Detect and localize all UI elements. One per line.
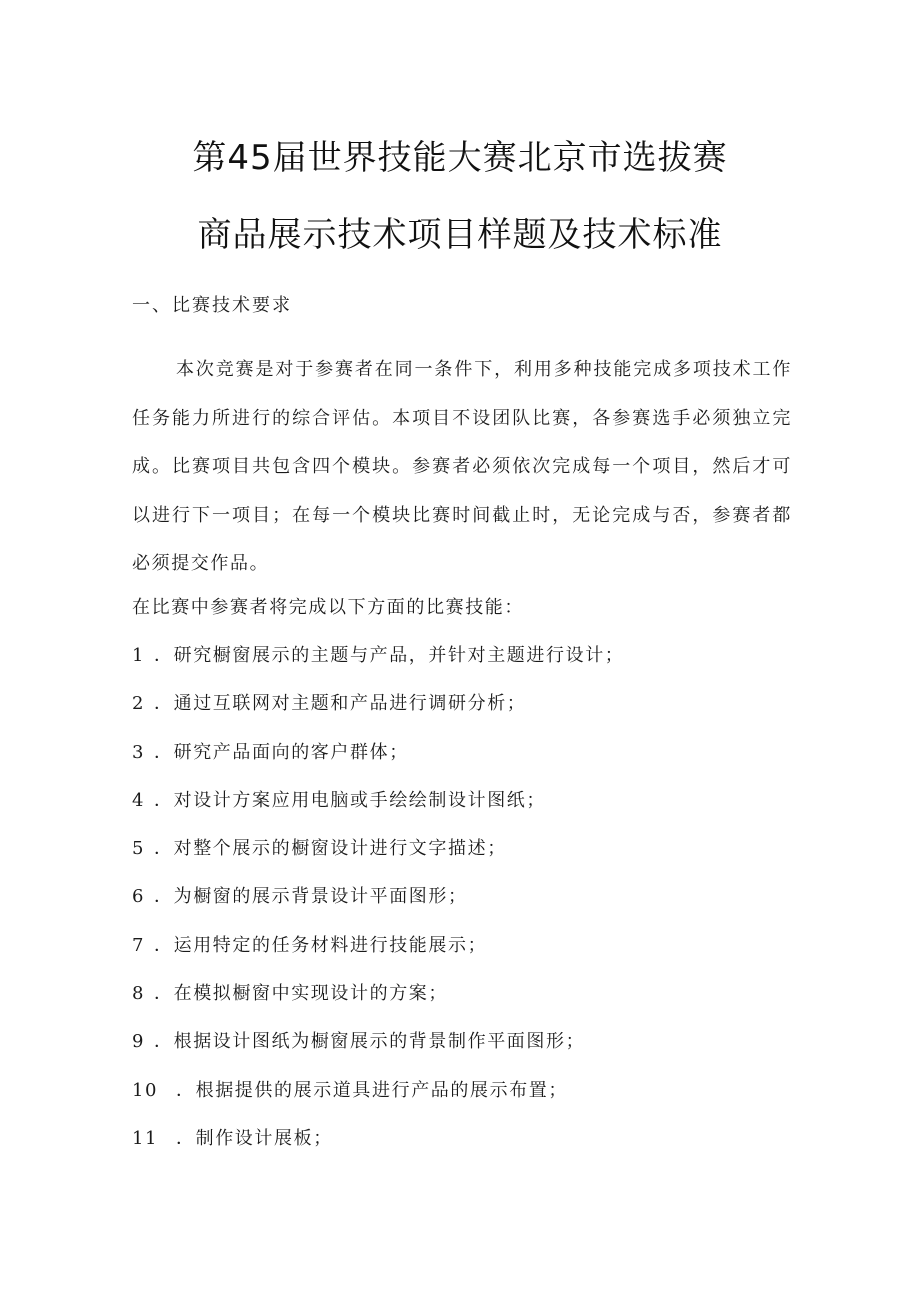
list-item-text: ．在模拟橱窗中实现设计的方案； — [154, 983, 448, 1005]
list-item-number: 1 — [132, 645, 146, 666]
list-item — [132, 931, 624, 979]
list-item — [132, 641, 624, 689]
list-item-number: 3 — [132, 741, 146, 763]
skills-list — [132, 641, 624, 1172]
list-item-number: 8 — [132, 983, 146, 1005]
body-paragraph: 本次竞赛是对于参赛者在同一条件下，利用多种技能完成多项技术工作任务能力所进行的综合评估。本项目不设团队比赛，各参赛选手必须独立完成。比赛项目共包含四个模块。参赛者必须依次完成每一个项目，然后才可以进行下一项目；在每一个模块比赛时间截止时，无论完成与否，参赛者都必须提交作品。 — [132, 359, 792, 574]
list-item-number: 11 — [132, 1127, 159, 1149]
list-item — [132, 979, 624, 1027]
list-item-text: ．研究橱窗展示的主题与产品，并针对主题进行设计； — [154, 645, 625, 666]
list-item-number: 6 — [132, 886, 146, 908]
list-item-text: ．对设计方案应用电脑或手绘绘制设计图纸； — [154, 789, 546, 811]
list-item-number: 2 — [132, 693, 146, 715]
list-item-number: 10 — [132, 1079, 159, 1101]
list-item — [132, 689, 624, 737]
list-item — [132, 738, 624, 786]
list-item-text: ．对整个展示的橱窗设计进行文字描述； — [154, 838, 507, 860]
list-item-text: ．制作设计展板； — [176, 1127, 333, 1149]
list-item — [132, 882, 624, 930]
list-item-text: ．根据提供的展示道具进行产品的展示布置； — [176, 1079, 568, 1101]
list-item — [132, 1124, 624, 1172]
list-item — [132, 1027, 624, 1075]
document-title-line2: 商品展示技术项目样题及技术标准 — [197, 215, 723, 255]
document-title-line1: 第45届世界技能大赛北京市选拔赛 — [192, 138, 728, 178]
skills-intro: 在比赛中参赛者将完成以下方面的比赛技能： — [132, 597, 524, 618]
list-item-number: 9 — [132, 1031, 146, 1053]
list-item-number: 7 — [132, 934, 146, 956]
list-item-text: ．根据设计图纸为橱窗展示的背景制作平面图形； — [154, 1031, 586, 1053]
section-heading: 一、比赛技术要求 — [132, 295, 292, 316]
list-item — [132, 786, 624, 834]
list-item — [132, 1076, 624, 1124]
list-item — [132, 834, 624, 882]
list-item-number: 4 — [132, 789, 146, 811]
list-item-text: ．研究产品面向的客户群体； — [154, 741, 409, 763]
list-item-text: ．为橱窗的展示背景设计平面图形； — [154, 886, 468, 908]
list-item-text: ．通过互联网对主题和产品进行调研分析； — [154, 693, 527, 715]
list-item-number: 5 — [132, 838, 146, 860]
list-item-text: ．运用特定的任务材料进行技能展示； — [154, 934, 488, 956]
